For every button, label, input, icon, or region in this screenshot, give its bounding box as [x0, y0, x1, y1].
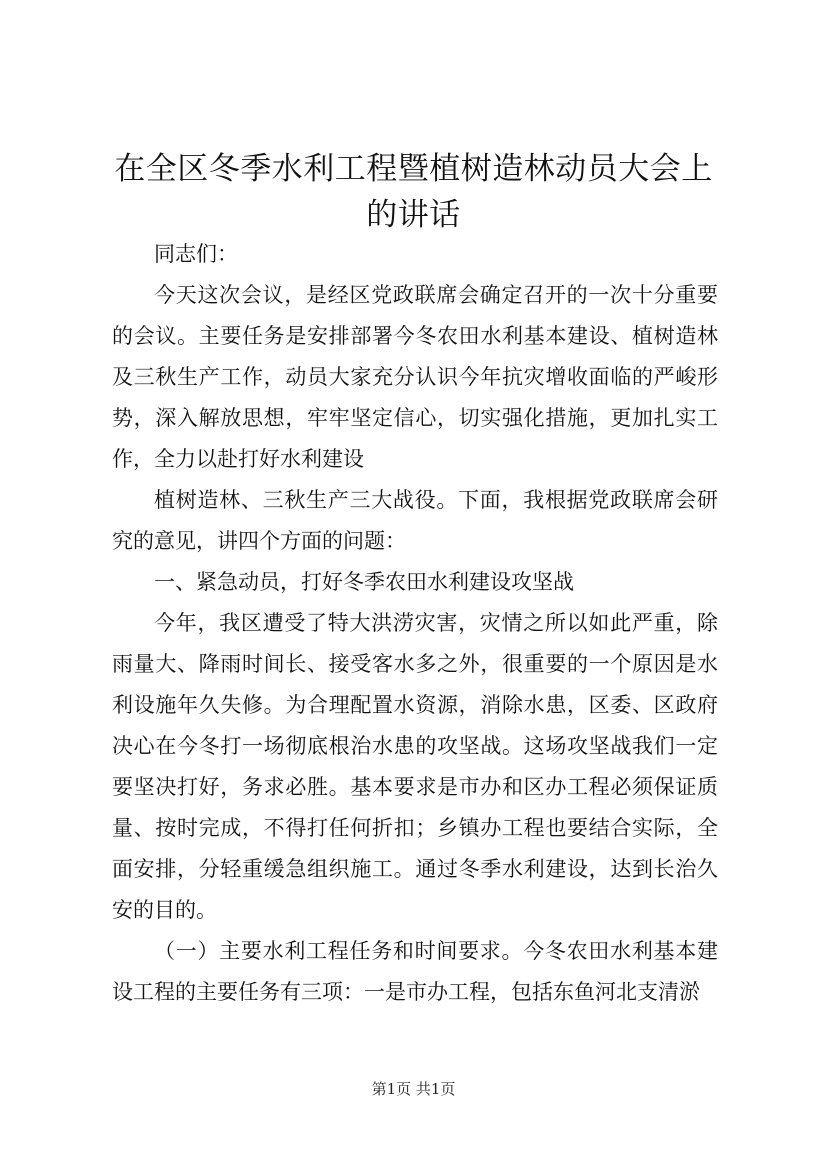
- paragraph: 植树造林、三秋生产三大战役。下面，我根据党政联席会研究的意见，讲四个方面的问题：: [112, 488, 718, 553]
- paragraph: （一）主要水利工程任务和时间要求。今冬农田水利基本建设工程的主要任务有三项：一是市办工程，包括东鱼河北支清淤: [112, 939, 718, 1004]
- page-footer: 第1页 共1页: [371, 1080, 456, 1098]
- salutation: 同志们：: [154, 242, 238, 266]
- paragraph: 今天这次会议，是经区党政联席会确定召开的一次十分重要的会议。主要任务是安排部署今冬农田水利基本建设、植树造林及三秋生产工作，动员大家充分认识今年抗灾增收面临的严峻形势，深入解放思想，牢牢坚定信心，切实强化措施，更加扎实工作，全力以赴打好水利建设: [112, 283, 718, 471]
- document-title: 在全区冬季水利工程暨植树造林动员大会上的讲话: [114, 151, 713, 233]
- paragraph: 今年，我区遭受了特大洪涝灾害，灾情之所以如此严重，除雨量大、降雨时间长、接受客水多之外，很重要的一个原因是水利设施年久失修。为合理配置水资源，消除水患，区委、区政府决心在今冬打一场彻底根治水患的攻坚战。这场攻坚战我们一定要坚决打好，务求必胜。基本要求是市办和区办工程必须保证质量、按时完成，不得打任何折扣；乡镇办工程也要结合实际，全面安排，分轻重缓急组织施工。通过冬季水利建设，达到长治久安的目的。: [112, 611, 718, 922]
- document-body: [112, 234, 718, 1013]
- section-heading: 一、紧急动员，打好冬季农田水利建设攻坚战: [154, 570, 574, 594]
